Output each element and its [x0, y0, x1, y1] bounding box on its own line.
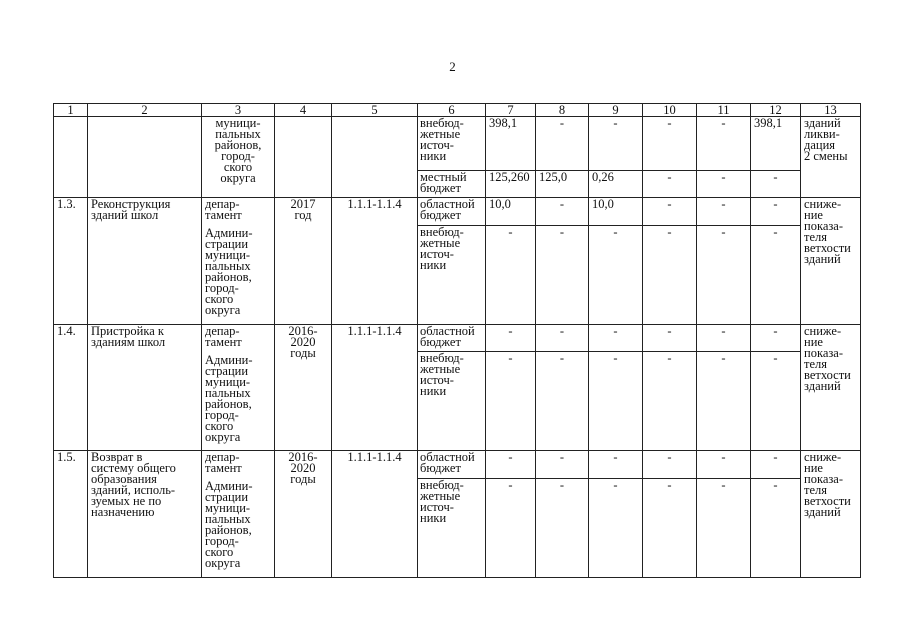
- value-cell: -: [643, 352, 697, 451]
- value-cell: -: [751, 352, 801, 451]
- funding-source: областной бюджет: [418, 198, 486, 226]
- value-cell: -: [697, 198, 751, 226]
- header-cell: 5: [332, 104, 418, 117]
- value-cell: -: [751, 198, 801, 226]
- executor: [202, 325, 275, 451]
- table-row: [54, 117, 861, 171]
- header-cell: 1: [54, 104, 88, 117]
- value-cell: -: [589, 226, 643, 325]
- value-cell: -: [697, 226, 751, 325]
- value-cell: -: [536, 479, 589, 578]
- value-cell: -: [643, 171, 697, 198]
- period: 2016- 2020 годы: [275, 451, 332, 578]
- value-cell: 125,0: [536, 171, 589, 198]
- value-cell: -: [697, 352, 751, 451]
- indicator-code: 1.1.1-1.1.4: [332, 451, 418, 578]
- value-cell: -: [697, 117, 751, 171]
- value-cell: -: [643, 451, 697, 479]
- value-cell: -: [536, 451, 589, 479]
- value-cell: -: [536, 352, 589, 451]
- value-cell: 0,26: [589, 171, 643, 198]
- cell-empty: [88, 117, 202, 198]
- funding-source: местный бюджет: [418, 171, 486, 198]
- result: сниже- ние показа- теля ветхости зданий: [801, 325, 861, 451]
- measure-name: Реконструкция зданий школ: [88, 198, 202, 325]
- row-number: 1.4.: [54, 325, 88, 451]
- value-cell: -: [643, 198, 697, 226]
- indicator-code: 1.1.1-1.1.4: [332, 325, 418, 451]
- table-row: [54, 451, 861, 479]
- measure-name: Возврат в систему общего образования зданий, исполь- зуемых не по назначению: [88, 451, 202, 578]
- value-cell: -: [643, 325, 697, 352]
- cont-result: зданий ликви- дация 2 смены: [801, 117, 861, 198]
- value-cell: -: [697, 325, 751, 352]
- value-cell: -: [751, 226, 801, 325]
- result: сниже- ние показа- теля ветхости зданий: [801, 451, 861, 578]
- table-row: [54, 325, 861, 352]
- header-cell: 6: [418, 104, 486, 117]
- value-cell: -: [536, 198, 589, 226]
- measure-name: Пристройка к зданиям школ: [88, 325, 202, 451]
- value-cell: 398,1: [751, 117, 801, 171]
- funding-source: внебюд- жетные источ- ники: [418, 352, 486, 451]
- executor-dept: депар- тамент: [205, 450, 242, 475]
- value-cell: -: [751, 171, 801, 198]
- value-cell: -: [589, 117, 643, 171]
- executor: [202, 198, 275, 325]
- value-cell: -: [589, 451, 643, 479]
- funding-source: областной бюджет: [418, 451, 486, 479]
- value-cell: -: [697, 479, 751, 578]
- program-table: [53, 103, 861, 578]
- value-cell: -: [751, 325, 801, 352]
- value-cell: -: [751, 479, 801, 578]
- period: 2017 год: [275, 198, 332, 325]
- header-cell: 8: [536, 104, 589, 117]
- header-cell: 10: [643, 104, 697, 117]
- funding-source: внебюд- жетные источ- ники: [418, 226, 486, 325]
- funding-source: областной бюджет: [418, 325, 486, 352]
- result: сниже- ние показа- теля ветхости зданий: [801, 198, 861, 325]
- value-cell: -: [536, 325, 589, 352]
- value-cell: -: [486, 479, 536, 578]
- header-cell: 7: [486, 104, 536, 117]
- header-cell: 3: [202, 104, 275, 117]
- value-cell: -: [589, 325, 643, 352]
- value-cell: -: [486, 325, 536, 352]
- indicator-code: 1.1.1-1.1.4: [332, 198, 418, 325]
- value-cell: -: [697, 451, 751, 479]
- cont-executor: муници- пальных районов, город- ского округа: [202, 117, 275, 198]
- executor-dept: депар- тамент: [205, 197, 242, 222]
- executor: [202, 451, 275, 578]
- row-number: 1.3.: [54, 198, 88, 325]
- value-cell: -: [589, 352, 643, 451]
- cell-empty: [275, 117, 332, 198]
- header-cell: 11: [697, 104, 751, 117]
- cell-empty: [332, 117, 418, 198]
- header-cell: 13: [801, 104, 861, 117]
- period: 2016- 2020 годы: [275, 325, 332, 451]
- funding-source: внебюд- жетные источ- ники: [418, 117, 486, 171]
- executor-admin: Админи- страции муници- пальных районов, город- ского округа: [205, 226, 253, 317]
- value-cell: -: [486, 451, 536, 479]
- header-cell: 9: [589, 104, 643, 117]
- header-cell: 4: [275, 104, 332, 117]
- header-cell: 12: [751, 104, 801, 117]
- cell-empty: [54, 117, 88, 198]
- value-cell: 10,0: [486, 198, 536, 226]
- value-cell: -: [536, 226, 589, 325]
- value-cell: -: [697, 171, 751, 198]
- value-cell: 125,260: [486, 171, 536, 198]
- row-number: 1.5.: [54, 451, 88, 578]
- value-cell: 398,1: [486, 117, 536, 171]
- value-cell: -: [643, 117, 697, 171]
- value-cell: -: [643, 226, 697, 325]
- value-cell: -: [589, 479, 643, 578]
- executor-admin: Админи- страции муници- пальных районов, город- ского округа: [205, 479, 253, 570]
- funding-source: внебюд- жетные источ- ники: [418, 479, 486, 578]
- value-cell: -: [643, 479, 697, 578]
- header-cell: 2: [88, 104, 202, 117]
- table-row: [54, 198, 861, 226]
- value-cell: -: [536, 117, 589, 171]
- page-number: 2: [449, 59, 456, 74]
- value-cell: -: [751, 451, 801, 479]
- executor-admin: Админи- страции муници- пальных районов, город- ского округа: [205, 353, 253, 444]
- value-cell: 10,0: [589, 198, 643, 226]
- executor-dept: депар- тамент: [205, 324, 242, 349]
- value-cell: -: [486, 226, 536, 325]
- value-cell: -: [486, 352, 536, 451]
- header-row: [54, 104, 861, 117]
